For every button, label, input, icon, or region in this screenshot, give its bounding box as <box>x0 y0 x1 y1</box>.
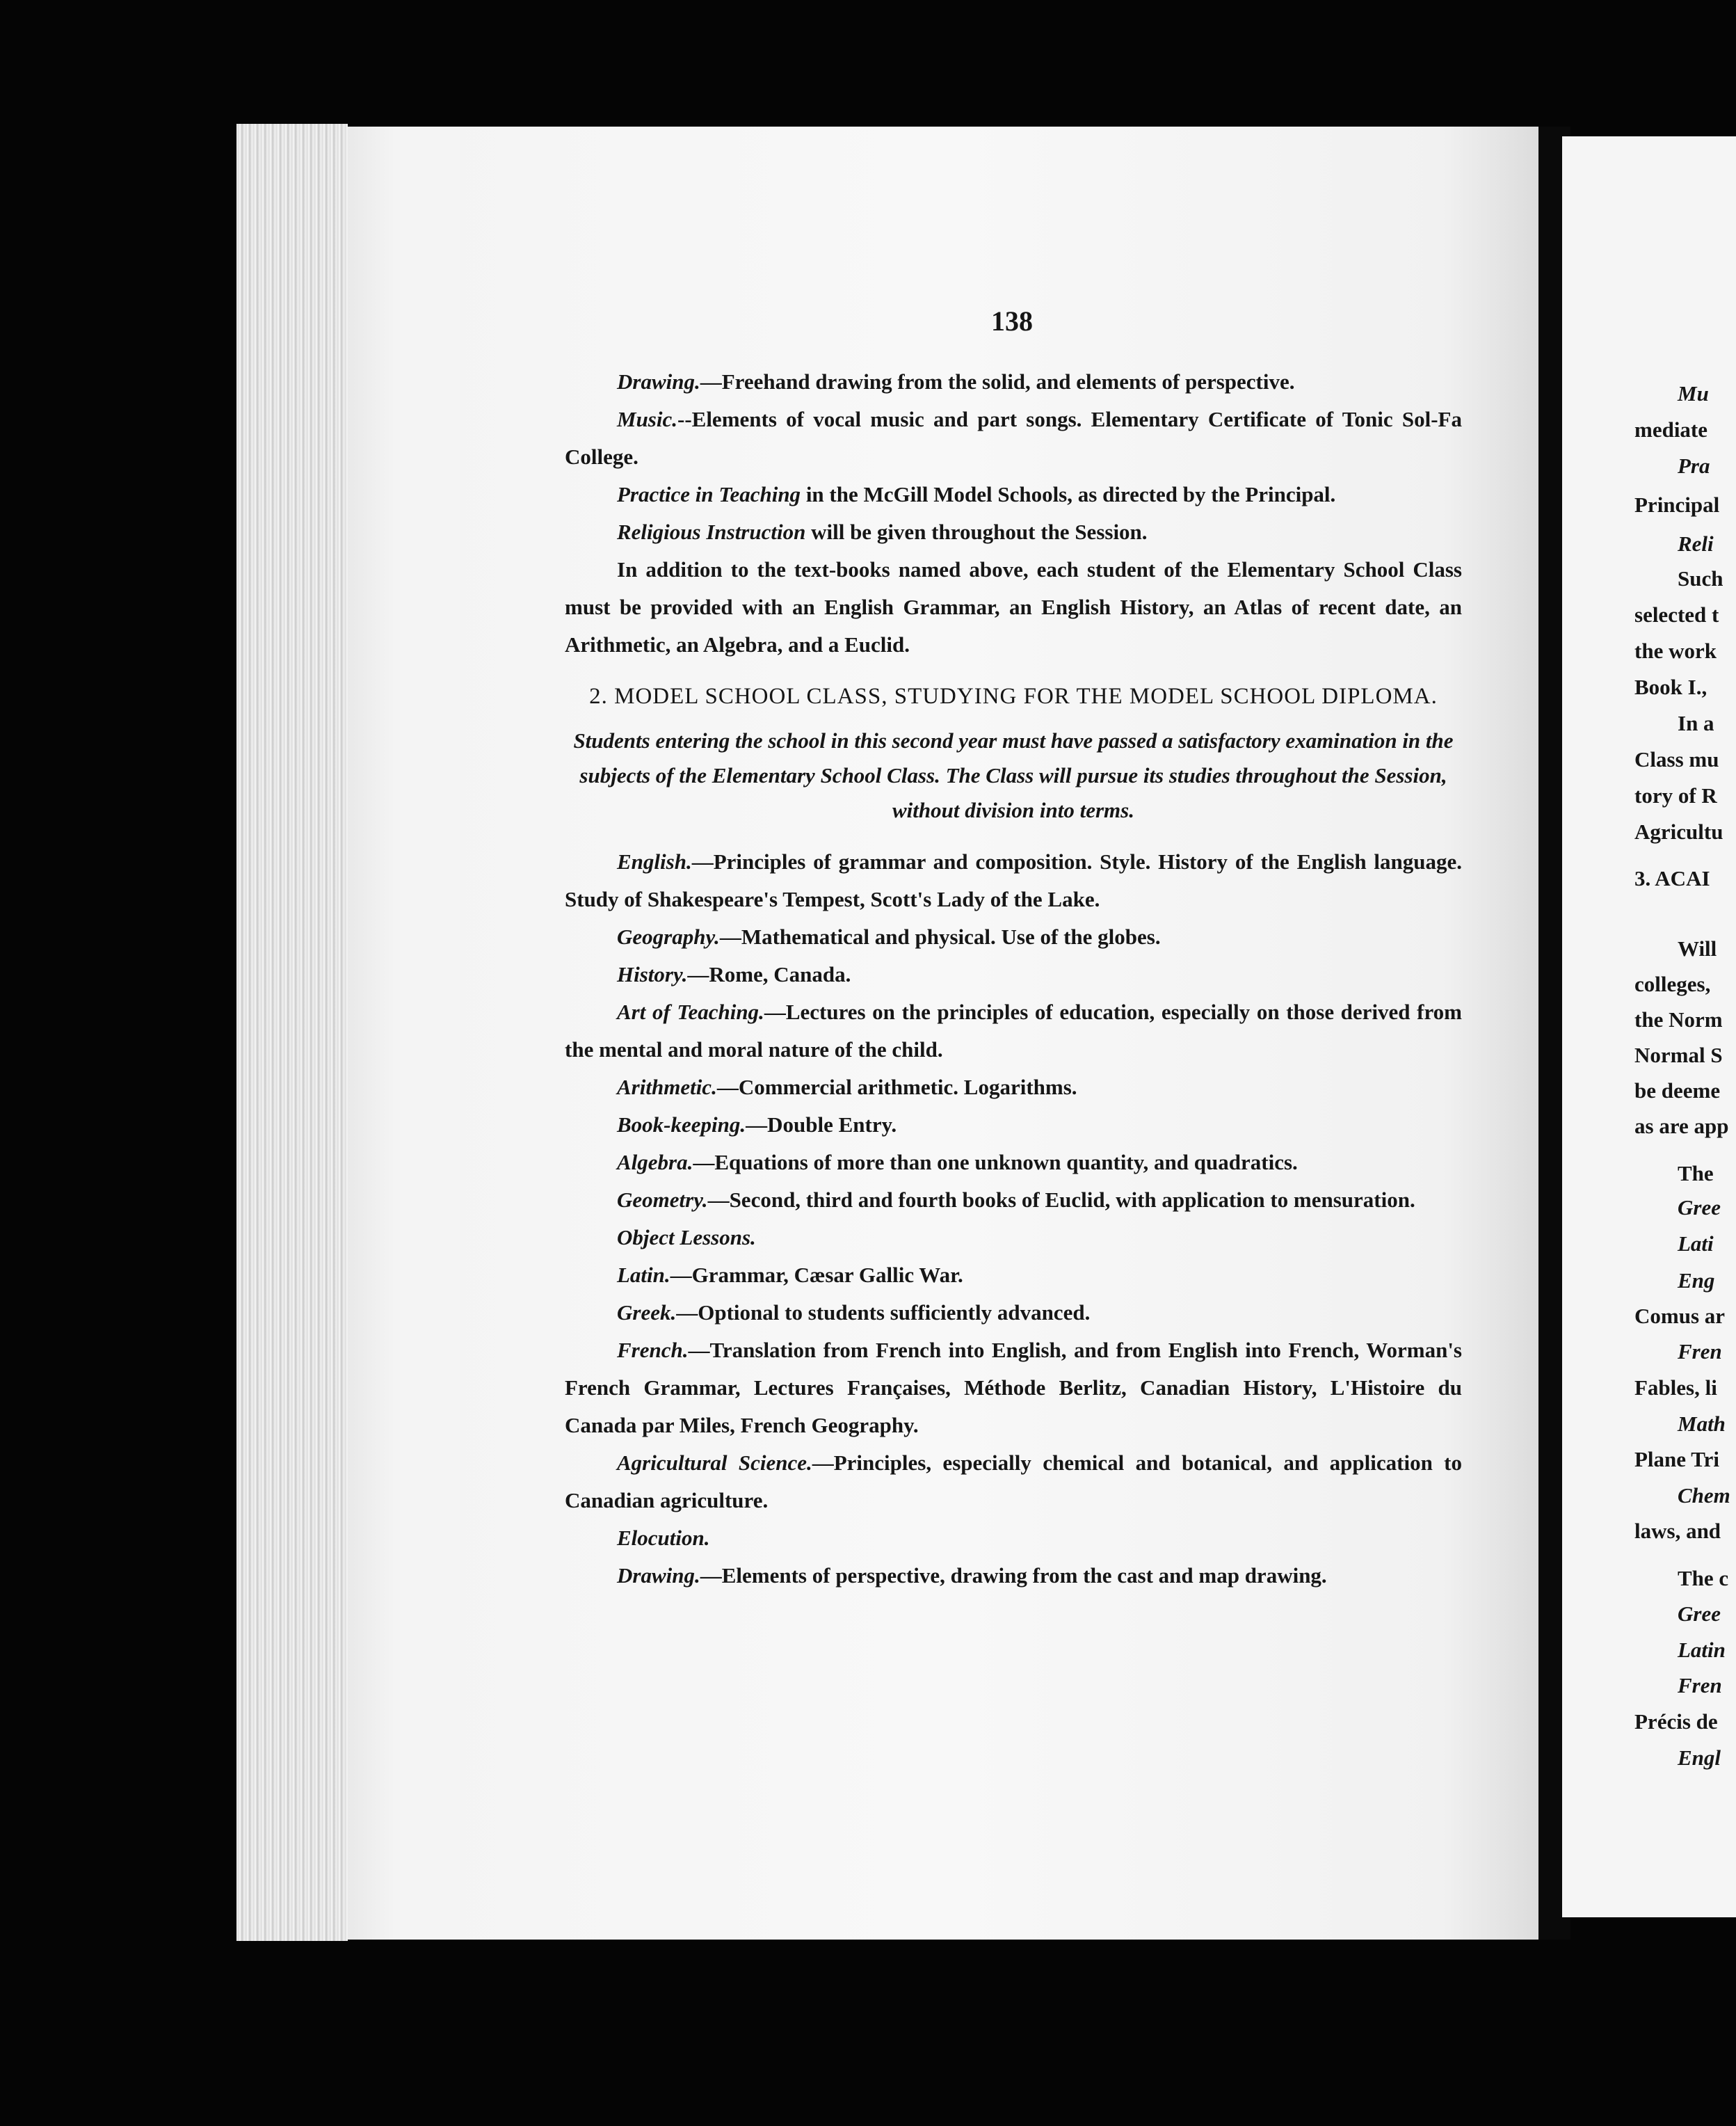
paragraph-text: in the McGill Model Schools, as directed by the Principal. <box>801 482 1336 506</box>
page-edges <box>236 124 348 1941</box>
paragraph <box>565 363 1462 401</box>
paragraph-label: Arithmetic. <box>617 1075 717 1099</box>
right-page-line: mediate <box>1634 417 1708 442</box>
paragraph-text: —Second, third and fourth books of Euclid, with application to mensuration. <box>707 1188 1415 1212</box>
right-page-line: Gree <box>1678 1601 1721 1626</box>
right-page-line: Fren <box>1678 1339 1722 1364</box>
section-a <box>565 363 1462 664</box>
right-page-line: Fren <box>1678 1673 1722 1697</box>
paragraph-label: Drawing. <box>617 369 700 394</box>
right-page-line: the work <box>1634 639 1717 663</box>
paragraph-text: —Mathematical and physical. Use of the globes. <box>719 925 1161 949</box>
paragraph-text: —Commercial arithmetic. Logarithms. <box>716 1075 1077 1099</box>
right-page-line: laws, and <box>1634 1519 1721 1543</box>
right-page-line: Reli <box>1678 532 1714 556</box>
paragraph-text: —Lectures on the principles of education, especially on those derived from the mental and moral nature of the child. <box>565 1000 1462 1062</box>
paragraph-text: —Double Entry. <box>746 1112 897 1137</box>
paragraph-label: English. <box>617 849 692 874</box>
paragraph <box>565 1219 1462 1256</box>
paragraph <box>565 843 1462 918</box>
right-page-line: Fables, li <box>1634 1375 1717 1400</box>
paragraph-label: Geometry. <box>617 1188 708 1212</box>
paragraph-text: —Equations of more than one unknown quantity, and quadratics. <box>693 1150 1298 1174</box>
right-page-line: as are app <box>1634 1114 1729 1138</box>
right-page-line: Principal <box>1634 493 1720 517</box>
paragraph-text: —Grammar, Cæsar Gallic War. <box>670 1263 963 1287</box>
right-page-line: colleges, <box>1634 972 1711 996</box>
right-page-line: In a <box>1678 711 1714 735</box>
paragraph-label: Drawing. <box>617 1563 700 1588</box>
right-page-line: Mu <box>1678 381 1709 406</box>
paragraph <box>565 1294 1462 1332</box>
paragraph-text: In addition to the text-books named above, each student of the Elementary School Class must be provided with an English Grammar, an English History, an Atlas of recent date, an Arithmetic, an Algebra, and a Euclid. <box>565 557 1462 657</box>
paragraph <box>565 513 1462 551</box>
right-page-line: Gree <box>1678 1195 1721 1220</box>
paragraph <box>565 1181 1462 1219</box>
right-page-line: tory of R <box>1634 783 1717 808</box>
right-page-line: Math <box>1678 1412 1726 1436</box>
paragraph-label: Book-keeping. <box>617 1112 746 1137</box>
paragraph <box>565 1519 1462 1557</box>
paragraph-text: —Translation from French into English, and from English into French, Worman's French Grammar, Lectures Françaises, Méthode Berlitz, Canadian History, L'Histoire du Canada par Miles, French Geography. <box>565 1338 1462 1437</box>
section-heading: 2. MODEL SCHOOL CLASS, STUDYING FOR THE MODEL SCHOOL DIPLOMA. <box>589 684 1438 709</box>
paragraph-text: —Optional to students sufficiently advanced. <box>676 1300 1091 1325</box>
paragraph-label: Greek. <box>617 1300 677 1325</box>
right-page-line: Will <box>1678 936 1717 961</box>
paragraph <box>565 551 1462 664</box>
right-page-line: Comus ar <box>1634 1304 1726 1328</box>
right-page-line: 3. ACAI <box>1634 866 1710 890</box>
paragraph <box>565 401 1462 476</box>
right-page-line: Eng <box>1678 1268 1715 1293</box>
section-b <box>565 843 1462 1594</box>
paragraph <box>565 1557 1462 1594</box>
paragraph <box>565 1332 1462 1444</box>
right-page-line: be deeme <box>1634 1078 1721 1103</box>
right-page-line: Normal S <box>1634 1043 1723 1067</box>
paragraph-text: —Freehand drawing from the solid, and elements of perspective. <box>700 369 1295 394</box>
right-page-line: Class mu <box>1634 747 1719 772</box>
paragraph-label: Agricultural Science. <box>617 1450 812 1475</box>
paragraph-label: Practice in Teaching <box>617 482 801 506</box>
paragraph-label: Music. <box>617 407 677 431</box>
paragraph <box>565 1144 1462 1181</box>
paragraph <box>565 1069 1462 1106</box>
right-page-line: selected t <box>1634 602 1719 627</box>
paragraph <box>565 956 1462 993</box>
right-page-line: the Norm <box>1634 1007 1723 1032</box>
paragraph-label: French. <box>617 1338 689 1362</box>
page-content <box>565 363 1462 1594</box>
paragraph-label: History. <box>617 962 688 986</box>
paragraph-text: --Elements of vocal music and part songs. Elementary Certificate of Tonic Sol-Fa College. <box>565 407 1462 469</box>
paragraph-text: will be given throughout the Session. <box>805 520 1148 544</box>
paragraph-text: —Principles, especially chemical and botanical, and application to Canadian agriculture. <box>565 1450 1462 1512</box>
right-page-line: Such <box>1678 566 1723 591</box>
right-page-line: Latin <box>1678 1638 1726 1662</box>
right-page-line: Chem <box>1678 1483 1730 1508</box>
paragraph <box>565 918 1462 956</box>
paragraph-text: —Rome, Canada. <box>687 962 851 986</box>
paragraph <box>565 1444 1462 1519</box>
paragraph-text: —Principles of grammar and composition. Style. History of the English language. Study of Shakespeare's Tempest, Scott's Lady of the Lake. <box>565 849 1462 911</box>
paragraph <box>565 1106 1462 1144</box>
paragraph <box>565 1256 1462 1294</box>
paragraph-text: —Elements of perspective, drawing from the cast and map drawing. <box>700 1563 1327 1588</box>
page-number: 138 <box>991 305 1033 337</box>
paragraph-label: Geography. <box>617 925 720 949</box>
paragraph-label: Religious Instruction <box>617 520 806 544</box>
right-page-line: Précis de <box>1634 1709 1718 1734</box>
right-page-line: Book I., <box>1634 675 1707 699</box>
paragraph <box>565 993 1462 1069</box>
right-page-line: Pra <box>1678 454 1710 478</box>
paragraph <box>565 476 1462 513</box>
right-page-line: Plane Tri <box>1634 1447 1719 1471</box>
right-page-line: The <box>1678 1161 1714 1185</box>
paragraph-label: Art of Teaching. <box>617 1000 764 1024</box>
paragraph-label: Elocution. <box>617 1526 710 1550</box>
paragraph-label: Object Lessons. <box>617 1225 756 1249</box>
right-page-line: The c <box>1678 1566 1729 1590</box>
paragraph-label: Algebra. <box>617 1150 693 1174</box>
right-page-line: Lati <box>1678 1231 1714 1256</box>
right-page-line: Engl <box>1678 1745 1721 1770</box>
paragraph-label: Latin. <box>617 1263 670 1287</box>
right-page-line: Agricultu <box>1634 820 1723 844</box>
section-note: Students entering the school in this second year must have passed a satisfactory examination in the subjects of the Elementary School Class. The Class will pursue its studies throughout the Session, without division into terms. <box>573 728 1454 822</box>
